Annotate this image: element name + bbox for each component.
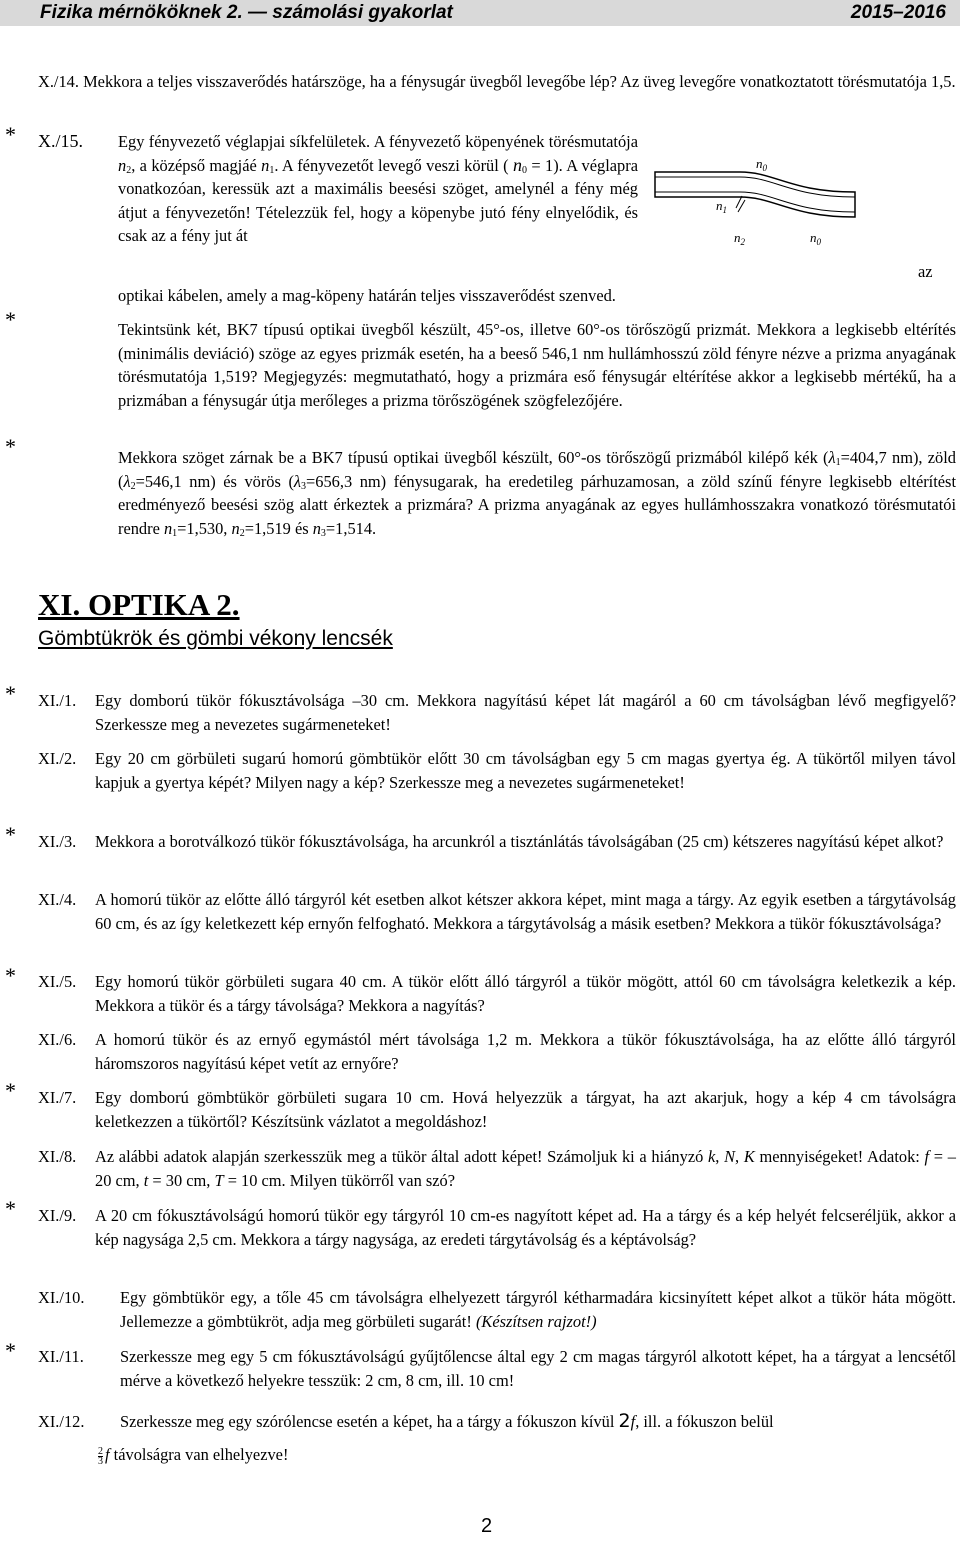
- problem-text: A 20 cm fókusztávolságú homorú tükör egy tárgyról 10 cm-es nagyított képet ad. Ha a tárgy és a kép helyét felcseréljük, akkor a kép nagysága 2,5 cm. Mekkora a tárgy nagysága, az eredeti tárgytávolság és a képtávolság?: [95, 1206, 956, 1249]
- page-header: [0, 0, 960, 26]
- label-n1: $n_1$: [716, 198, 727, 215]
- problem-number: X./15.: [38, 131, 83, 151]
- problem-x17: Mekkora szöget zárnak be a BK7 típusú optikai üvegből készült, 60°-os törőszögű prizmából kilépő kék ($\lambda_1=404,7$ nm), zöld ($\lambda_2=546,1$ nm) és vörös ($\lambda_3=656,3$ nm) fénysugarak, ha eredetileg párhuzamosan, a zöld színű fényre legkisebb eltérítést eredményező beesési szög alatt érkeztek a prizmára? A prizma anyagának az egyes hullámhosszakra vonatkozó törésmutatói rendre $n_1=1,530$, $n_2=1,519$ és $n_3=1,514$.: [38, 446, 956, 540]
- header-year: 2015–2016: [850, 2, 946, 23]
- problem-number: XI./7.: [38, 1088, 77, 1107]
- problem-x16: [38, 318, 956, 412]
- problem-text-end: $\frac{2}{3}$ f távolságra van elhelyezve!: [98, 1445, 289, 1467]
- star-marker: *: [5, 963, 16, 988]
- page-number: 2: [481, 1515, 493, 1537]
- label-n0-bottom: $n_0$: [810, 230, 821, 247]
- label-n2: $n_2$: [734, 230, 745, 247]
- problem-text: Egy 20 cm görbületi sugarú homorú gömbtükör előtt 30 cm távolságban egy 5 cm magas gyertya ég. A tükörtől milyen távol kapjuk a gyertya képét? Milyen nagy a kép? Szerkessze meg a nevezetes sugármeneteket!: [95, 749, 956, 792]
- problem-number: XI./4.: [38, 890, 77, 909]
- problem-text: Egy domború tükör fókusztávolsága –30 cm. Mekkora nagyítású képet lát magáról a 60 cm távolságban lévő megfigyelő? Szerkessze meg a nevezetes sugármeneteket!: [95, 691, 956, 734]
- star-marker: *: [5, 681, 16, 706]
- problem-text: Az alábbi adatok alapján szerkesszük meg a tükör által adott képet! Számoljuk ki a hiányzó k, N, K mennyiségeket! Adatok: f = –20 cm, t = 30 cm, T = 10 cm. Milyen tükörről van szó?: [95, 1147, 956, 1190]
- problem-number: XI./10.: [38, 1288, 85, 1307]
- problem-number: XI./2.: [38, 749, 77, 768]
- problem-number: [38, 318, 118, 342]
- header-title: Fizika mérnököknek 2. — számolási gyakorlat: [40, 2, 453, 23]
- fraction-two-thirds: $\frac{2}{3}$: [98, 1445, 103, 1467]
- problem-number: XI./3.: [38, 832, 77, 851]
- problem-text: Szerkessze meg egy 5 cm fókusztávolságú gyűjtőlencse által egy 2 cm magas tárgyról alkotott képet, ha a tárgyat a lencsétől mérve a következő helyekre tesszük: 2 cm, 8 cm, ill. 10 cm!: [120, 1347, 956, 1390]
- star-marker: *: [5, 434, 16, 459]
- fiber-optic-figure: [650, 150, 860, 255]
- star-marker: *: [5, 1078, 16, 1103]
- problem-number: XI./5.: [38, 972, 77, 991]
- problem-text: Szerkessze meg egy szórólencse esetén a képet, ha a tárgy a fókuszon kívül 2f, ill. a fókuszon belül: [120, 1410, 774, 1432]
- problem-text: Mekkora a borotválkozó tükör fókusztávolsága, ha arcunkról a tisztánlátás távolságában (25 cm) kétszeres nagyítású képet alkot?: [95, 832, 944, 851]
- fiber-core: [655, 177, 855, 212]
- section-title: XI. OPTIKA 2.: [38, 587, 240, 622]
- star-marker: *: [5, 822, 16, 847]
- problem-text: Egy homorú tükör görbületi sugara 40 cm. A tükör előtt álló tárgyról a tükör mögött, attól 60 cm távolságra keletkezik a kép. Mekkora a tükör és a tárgy távolsága? Mekkora a nagyítás?: [95, 972, 956, 1015]
- problem-x14: [38, 70, 956, 94]
- star-marker: *: [5, 1196, 16, 1221]
- problem-number: XI./6.: [38, 1030, 77, 1049]
- problem-number: [38, 446, 118, 470]
- problem-text-end: optikai kábelen, amely a mag-köpeny határán teljes visszaverődést szenved.: [118, 286, 616, 305]
- section-subtitle: Gömbtükrök és gömbi vékony lencsék: [38, 627, 393, 650]
- problem-number: X./14.: [38, 72, 79, 91]
- problem-text: Egy fényvezető véglapjai síkfelületek. A fényvezető köpenyének törésmutatója $n_2$, a középső magjáé $n_1$. A fényvezetőt levegő veszi körül ( $n_0 = 1$). A véglapra vonatkozóan, keressük azt a maximális beesési szöget, amelynél a fény még átjut a fényvezetőn! Tételezzük fel, hogy a köpenybe jutó fény elnyelődik, és csak az a fény jut át: [118, 132, 638, 245]
- problem-text: A homorú tükör és az ernyő egymástól mért távolsága 1,2 m. Mekkora a tükör fókusztávolsága, ha az előtte álló tárgyról háromszoros nagyítású képet vetít az ernyőre?: [95, 1030, 956, 1073]
- problem-text: Tekintsünk két, BK7 típusú optikai üvegből készült, 45°-os, illetve 60°-os törőszögű prizmát. Mekkora a legkisebb eltérítés (minimális deviáció) szöge az egyes prizmák esetén, ha a beeső 546,1 nm hullámhosszú zöld fényre nézve a prizma anyagának törésmutatója 1,519? Megjegyzés: megmutatható, hogy a prizmára eső fénysugár eltérítése akkor a legkisebb mértékű, ha a prizmában a fénysugár útja merőleges a prizma törőszögének szögfelezőjére.: [118, 320, 956, 410]
- word-az: az: [918, 262, 933, 281]
- problem-text: Egy gömbtükör egy, a tőle 45 cm távolságra elhelyezett tárgyról kétharmadára kicsinyített képet alkot a tükör háta mögött. Jellemezze a gömbtükröt, adja meg görbületi sugarát! (Készítsen rajzot!): [120, 1288, 956, 1331]
- problem-number: XI./1.: [38, 691, 77, 710]
- problem-number: XI./11.: [38, 1347, 84, 1366]
- problem-number: XI./12.: [38, 1412, 85, 1431]
- star-marker: *: [5, 1338, 16, 1363]
- problem-number: XI./8.: [38, 1147, 77, 1166]
- problem-text: Mekkora a teljes visszaverődés határszöge, ha a fénysugár üvegből levegőbe lép? Az üveg levegőre vonatkoztatott törésmutatója 1,5.: [83, 72, 956, 91]
- problem-text: A homorú tükör az előtte álló tárgyról két esetben alkot kétszer akkora képet, mint maga a tárgy. Az egyik esetben a tárgytávolság 60 cm, és az így keletkezett kép ernyőn felfogható. Mekkora a tárgytávolság a másik esetben? Mekkora a tükör fókusztávolsága?: [95, 890, 956, 933]
- label-n0-top: $n_0$: [756, 156, 767, 173]
- star-marker: *: [5, 307, 16, 332]
- star-marker: *: [5, 122, 16, 147]
- problem-number: XI./9.: [38, 1206, 77, 1225]
- problem-text: Egy domború gömbtükör görbületi sugara 10 cm. Hová helyezzük a tárgyat, ha azt akarjuk, hogy a kép 4 cm távolságra keletkezzen a tükörtől? Készítsünk vázlatot a megoldáshoz!: [95, 1088, 956, 1131]
